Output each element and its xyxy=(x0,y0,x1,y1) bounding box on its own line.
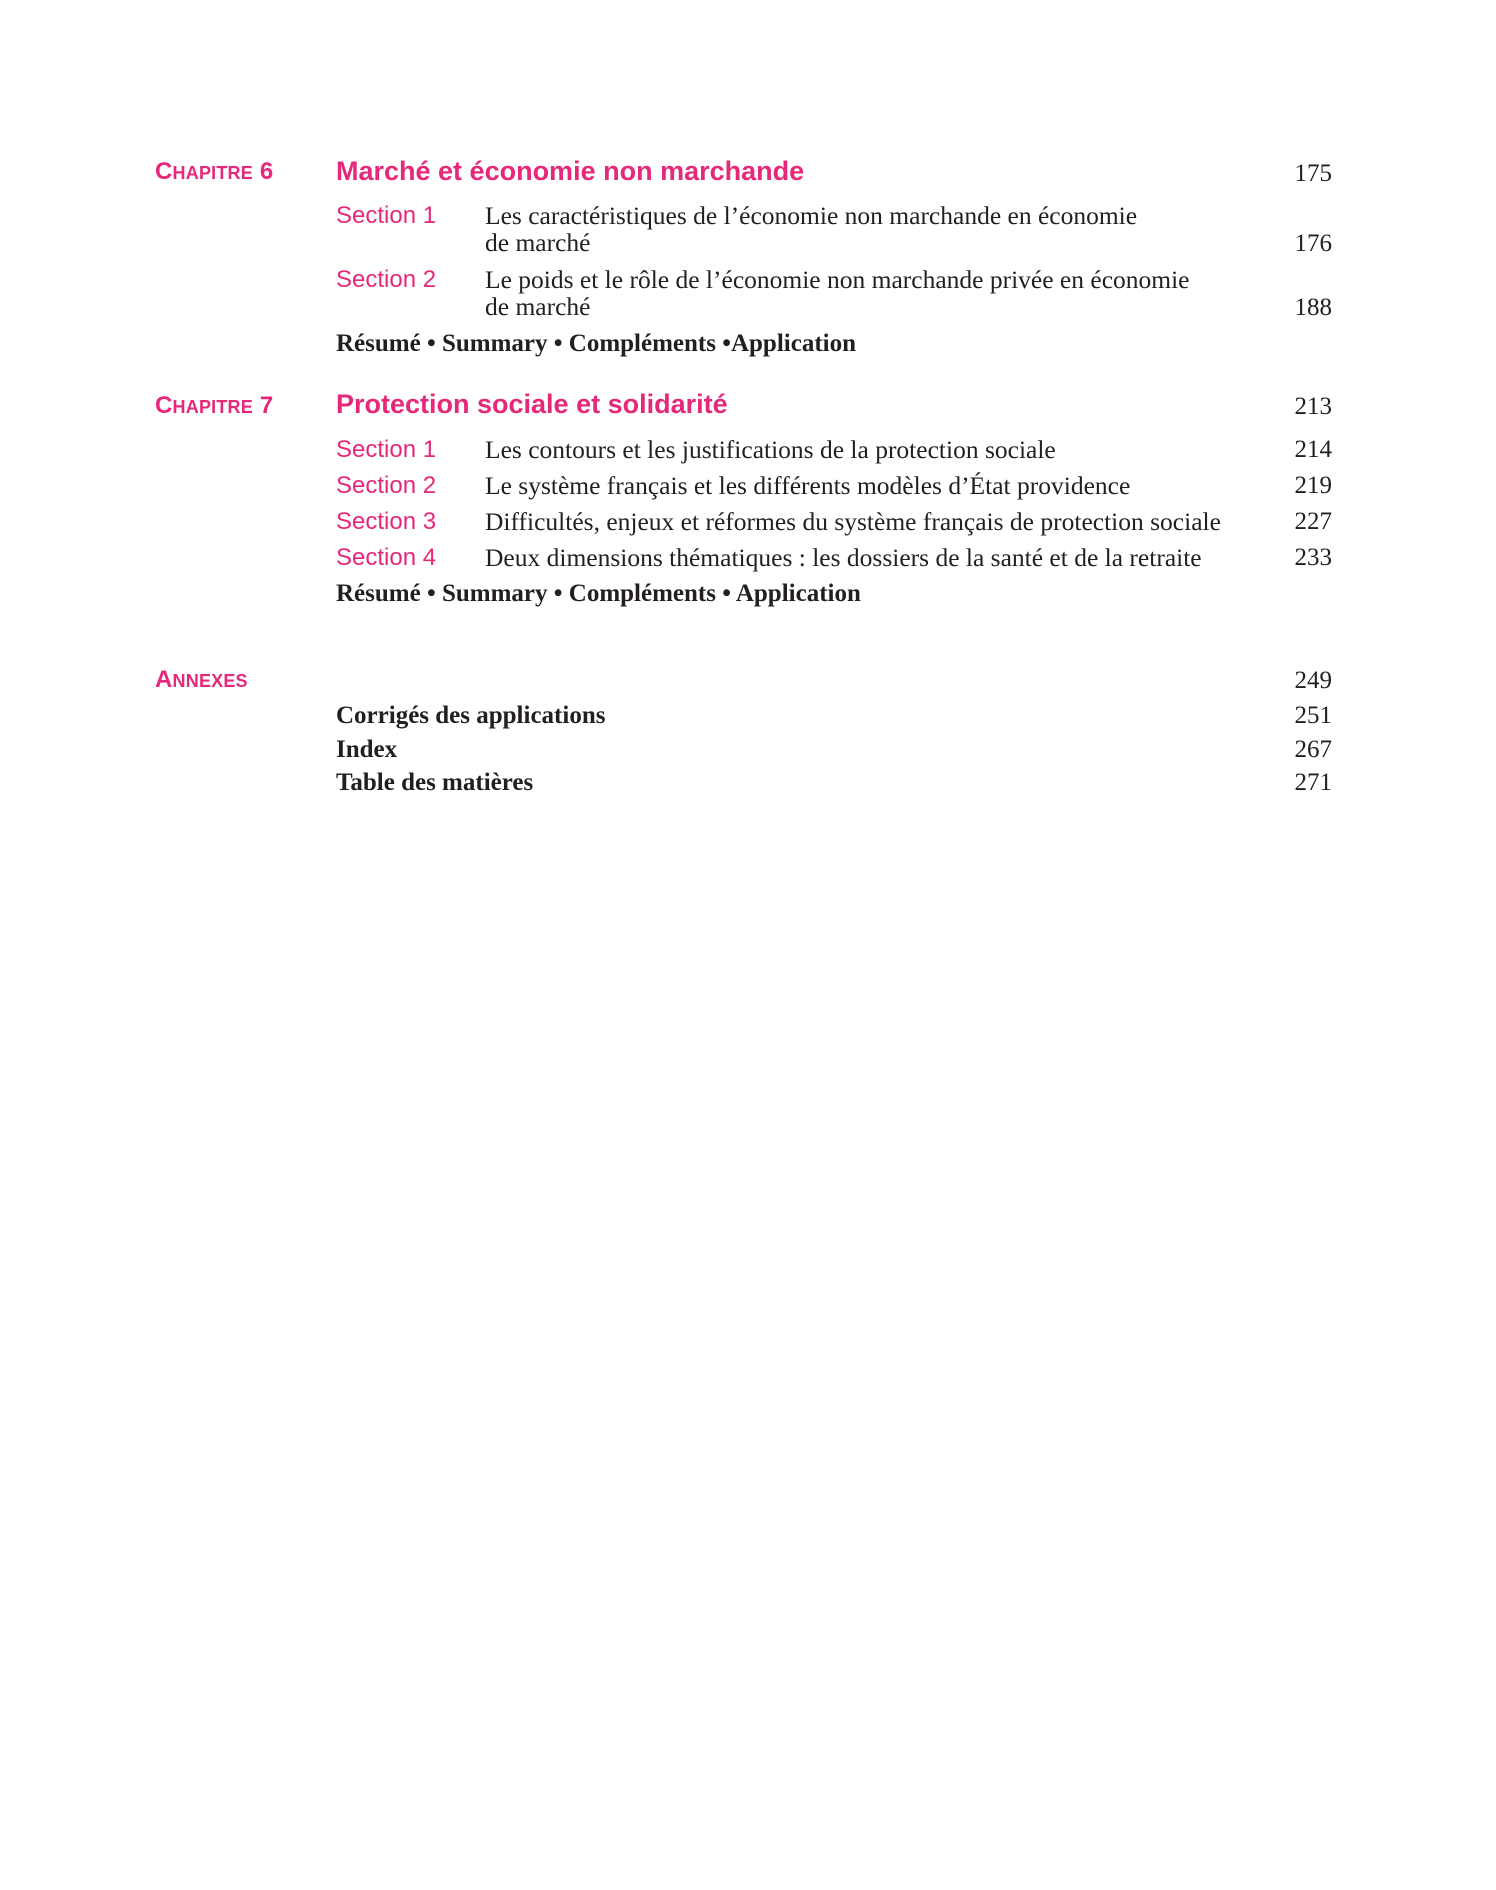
chapter-6-section-1-label: Section 1 xyxy=(336,202,437,229)
chapter-number: 6 xyxy=(259,158,274,185)
annexe-item-corriges: Corrigés des applications xyxy=(336,702,606,729)
annexes-label-rest: NNEXES xyxy=(172,671,248,691)
annexe-item-index-page: 267 xyxy=(1294,736,1332,763)
chapter-6-title: Marché et économie non marchande xyxy=(336,156,805,186)
chapter-7-section-2-label: Section 2 xyxy=(336,472,437,499)
chapter-7-section-1-page: 214 xyxy=(1294,436,1332,463)
chapter-7-section-2-text: Le système français et les différents modèles d’État providence xyxy=(485,471,1131,500)
chapter-6-section-1-text-line1: Les caractéristiques de l’économie non marchande en économie xyxy=(485,201,1138,230)
chapter-7-section-3-page: 227 xyxy=(1294,508,1332,535)
chapter-6-label xyxy=(155,158,273,187)
chapter-7-section-4-label: Section 4 xyxy=(336,544,437,571)
chapter-number: 7 xyxy=(259,392,274,419)
chapter-7-label xyxy=(155,392,273,421)
chapter-6-section-2-text-line1: Le poids et le rôle de l’économie non marchande privée en économie xyxy=(485,265,1190,294)
chapter-6-section-2-text-line2: de marché xyxy=(485,292,591,321)
chapter-label-initial: C xyxy=(155,392,173,419)
chapter-label-rest: HAPITRE xyxy=(172,163,253,183)
annexes-page: 249 xyxy=(1294,667,1332,694)
chapter-6-section-2-label: Section 2 xyxy=(336,266,437,293)
chapter-6-section-1-text-line2: de marché xyxy=(485,228,591,257)
chapter-7-section-1-label: Section 1 xyxy=(336,436,437,463)
chapter-7-section-4-page: 233 xyxy=(1294,544,1332,571)
chapter-label-rest: HAPITRE xyxy=(172,397,253,417)
chapter-7-section-3-label: Section 3 xyxy=(336,508,437,535)
annexe-item-table-des-matieres-page: 271 xyxy=(1294,769,1332,796)
chapter-7-section-2-page: 219 xyxy=(1294,472,1332,499)
chapter-7-title: Protection sociale et solidarité xyxy=(336,389,728,419)
chapter-7-page: 213 xyxy=(1294,393,1332,420)
chapter-7-section-3-text: Difficultés, enjeux et réformes du système français de protection sociale xyxy=(485,507,1221,536)
chapter-label-initial: C xyxy=(155,158,173,185)
chapter-6-section-1-page: 176 xyxy=(1294,230,1332,257)
annexe-item-corriges-page: 251 xyxy=(1294,702,1332,729)
chapter-6-footer: Résumé • Summary • Compléments •Application xyxy=(336,330,856,357)
chapter-7-footer: Résumé • Summary • Compléments • Application xyxy=(336,580,861,607)
chapter-7-section-1-text: Les contours et les justifications de la protection sociale xyxy=(485,435,1056,464)
annexes-label-initial: A xyxy=(155,666,173,693)
annexe-item-index: Index xyxy=(336,736,398,763)
annexes-label xyxy=(155,666,248,695)
chapter-6-page: 175 xyxy=(1294,160,1332,187)
chapter-7-section-4-text: Deux dimensions thématiques : les dossiers de la santé et de la retraite xyxy=(485,543,1202,572)
chapter-6-section-2-page: 188 xyxy=(1294,294,1332,321)
annexe-item-table-des-matieres: Table des matières xyxy=(336,769,534,796)
